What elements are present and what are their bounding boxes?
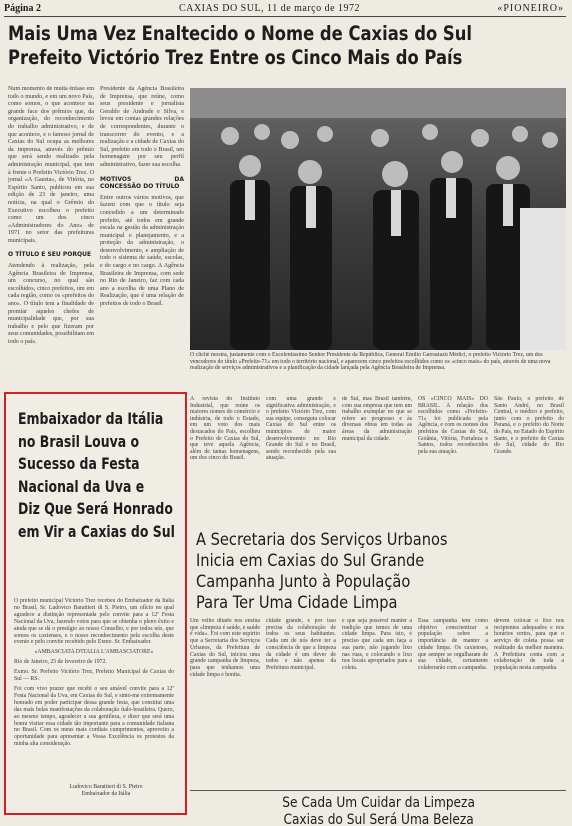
cleanup-headline-line-1: A Secretaria dos Serviços Urbanos	[196, 530, 448, 550]
news-photo	[190, 88, 566, 350]
box-intro: O prefeito municipal Victório Trez recebeu do Embaixador da Itália no Brasil, Sr. Ludovico Barattieri di S. Pietro, um ofício no qual agradece a distinção representada pelo convite para a 12ª Festa Nacional da Uva, fazendo votos para que se obtenha o pleno êxito e ainda que se dá o prestígio ao nosso Conselho, e por todos nós, que somos os caxienses, e o nosso reconhecimento pela escolha deste evento e pelo convite recebido pelo Exmo. Sr. Embaixador.	[14, 598, 174, 646]
article-column-middle	[100, 86, 184, 382]
left-column-subhead: O TÍTULO E SEU PORQUE	[8, 251, 92, 259]
slogan-line-1: Se Cada Um Cuidar da Limpeza	[282, 795, 475, 811]
issue-date: CAXIAS DO SUL, 11 de março de 1972	[179, 3, 361, 14]
page-header	[4, 2, 566, 17]
cleanup-headline-line-4: Para Ter Uma Cidade Limpa	[196, 593, 398, 613]
main-headline-line-2: Prefeito Victório Trez Entre os Cinco Mais do País	[8, 46, 463, 69]
box-body	[14, 598, 174, 806]
article-continuation	[190, 396, 566, 524]
highlighted-article-box	[4, 392, 187, 815]
letter-signature	[51, 784, 161, 797]
cleanup-column-1: Um velho ditado nos ensina que «limpeza é saúde, e saúde é vida». Foi com este espírito que a Secretaria dos Serviços Urbanos, da Prefeitura de Caxias do Sul, iniciou uma grande campanha de limpeza, para que tenhamos uma cidade limpa e bonita.	[190, 618, 260, 678]
main-headline-line-1: Mais Uma Vez Enaltecido o Nome de Caxias do Sul	[8, 22, 472, 45]
newspaper-name: «PIONEIRO»	[497, 3, 564, 14]
cleanup-headline-line-3: Campanha Junto à População	[196, 572, 411, 592]
box-headline-line-2: no Brasil Louva o	[18, 431, 140, 451]
cleanup-headline	[196, 530, 516, 614]
signature-title: Embaixador da Itália	[81, 790, 131, 797]
crowd-photo-illustration	[190, 88, 566, 350]
box-headline-line-6: em Vir a Caxias do Sul	[18, 521, 175, 541]
continuation-column-3: de Sul, mas Brasil também, com sua empresa que tem um trabalho exemplar no que se refere ao progresso e às diversas obras em todas as áreas da administração municipal da cidade.	[342, 396, 412, 442]
middle-column-body: Entre outros vários motivos, que fazem com que o título seja concedido a um determinado prefeito, até todos em grande escala na gestão da administração municipal o planejamento, e a proteção da administração, o desenvolvimento, e ampliação de todo o sistema de saúde, escolas, e do cargo e no cargo. A Agência Brasileira de Imprensa, com sede no Rio de Janeiro, faz com cada ano a escolha de uma Plano de Realização, que é uma relação de prefeitos de todo o Brasil.	[100, 194, 184, 308]
photo-caption: O clichê mostra, justamente com o Excelentíssimo Senhor Presidente da República, General Emílio Garrastazú Médici, o prefeito Victório Trez, um dos vencedores do título «Prefeito-71» em todo o território nacional, e aparecem cinco prefeitos escolhidos como os «cinco mais» do país, através de uma nova realização de serviços administrativos e a planificação da cidade lançada pela Agência Brasileira de Imprensa.	[190, 352, 551, 372]
cleanup-column-5: devem colocar o lixo nos recipientes adequados e nos horários certos, para que o serviço de coleta possa ser realizado da melhor maneira. A Prefeitura conta com a colaboração de toda a população nesta campanha.	[494, 618, 564, 671]
letter-date: Rio de Janeiro, 25 de fevereiro de 1972.	[14, 659, 107, 666]
cleanup-slogan	[190, 790, 566, 826]
article-column-left	[8, 86, 94, 382]
continuation-column-4: OS «CINCO MAIS» DO BRASIL. A relação dos escolhidos como «Prefeito-71» foi publicada pela Agência, e com os nomes dos prefeitos de Caxias do Sul, Goiânia, Vitória, Fortaleza e Santos, todos reconhecidos pela sua atuação.	[418, 396, 488, 455]
left-column-intro: Num momento de muita ênfase em todo o mundo, e em um novo País, como somos, o que acontece na grande face dos prêmios que, da organização, do reconhecimento do trabalho administrativo, e de que acontece, e o famoso jornal de Caxias do Sul ocupa as melhores da imprensa, através do prêmio que será sendo realizado pela administração municipal, que tem à frente o Prefeito Victório Trez. O jornal «A Gazeta», de Vitória, no Espírito Santo, publicou em sua edição de 23 de janeiro, uma notícia, na qual o Grêmio do Executivo escolheu o prefeito como um dos cinco «Administradores do Ano» de 1971 no setor das prefeituras municipais.	[8, 86, 94, 244]
slogan-line-2: Caxias do Sul Será Uma Beleza	[283, 812, 474, 826]
continuation-column-2: com uma grande e significativa administração, e o prefeito Victório Trez, com sua equipe, conseguiu colocar Caxias do Sul entre os municípios de maior desenvolvimento no Rio Grande do Sul e no Brasil, sendo reconhecido pela sua atuação.	[266, 396, 336, 462]
box-headline-line-1: Embaixador da Itália	[18, 409, 164, 428]
continuation-column-5: São Paulo, o prefeito de Santo André, no Brasil Central, o médico e prefeito, junto com o prefeito do Paraná, e o prefeito do Norte do País, no Estado do Espírito Santo, e o prefeito de Caxias do Sul, cidade do Rio Grande.	[494, 396, 564, 455]
box-headline-line-5: Diz Que Será Honrado	[18, 499, 173, 518]
cleanup-column-4: Essa campanha tem como objetivo conscientizar a população sobre a importância de manter a cidade limpa. Os caxienses, que sempre se orgulharam de sua cidade, certamente colaborarão com a campanha.	[418, 618, 488, 671]
slogan-text	[198, 795, 559, 826]
page-number: Página 2	[4, 3, 41, 14]
signature-name: Ludovico Barattieri di S. Pietro	[69, 784, 143, 790]
middle-column-intro: Presidente da Agência Brasileira de Imprensa, que reúne, como seus presidente e jornalista Geraldo de Andrade e Silva, e levou em contas grandes relações de correspondentes, durante o transcorrer do evento, e a realização e a cidade de Caxias do Sul, prefeito em todo o Brasil, um homenagem por seu perfil administrativo, fazer sua escolha.	[100, 86, 184, 168]
cleanup-article	[190, 618, 566, 788]
cleanup-column-3: e que seja possível manter a tradição que temos de uma cidade limpa. Para isto, é preciso que cada um faça a sua parte, não jogando lixo nas ruas, e colocando o lixo nos locais apropriados para a coleta.	[342, 618, 412, 671]
letter-body: Foi com vivo prazer que recebi o seu amável convite para a 12ª Festa Nacional da Uva, em Caxias do Sul, e sinto-me extremamente honrado em poder participar dessa grande festa, que constitui uma das mais belas manifestações da colaboração ítalo-brasileira. Quero, ao mesmo tempo, agradecer a sua gentileza, e dizer que será uma honra visitar essa cidade tão importante para a comunidade italiana no Brasil. Com os meus mais cordiais cumprimentos, aproveito a oportunidade para apresentar a Vossa Excelência os protestos da minha alta consideração.	[14, 685, 174, 748]
main-headline	[8, 22, 478, 70]
middle-column-subhead: MOTIVOS DA CONCESSÃO DO TÍTULO	[100, 175, 184, 191]
box-headline	[18, 408, 175, 543]
letter-heading: «AMBASCIATA D'ITALIA L'AMBASCIATORE»	[34, 649, 154, 656]
cleanup-column-2: cidade grande, e por isso precisa da colaboração de todos os seus habitantes. Cada um de nós deve ter a consciência de que a limpeza da cidade é um dever de todos e não apenas da Prefeitura municipal.	[266, 618, 336, 671]
continuation-column-1: A revista do Instituto Industrial, que reúne os maiores nomes do comércio e indústria, de todo o Estado, em um voto dos mais destacados do País, escolheu o Prefeito de Caxias do Sul, que teve aquela Agência, além de tantas homenagens, um dos cinco do Brasil.	[190, 396, 260, 462]
left-column-body: Atendendo à realização, pela Agência Brasileira de Imprensa, um concurso, no qual são escolhidos, cinco prefeitos, um em cada região, como os «prefeitos do ano». O título tem a finalidade de premiar aqueles chefes de municipalidade que, por sua trabalho e pelo que fizeram por seus comunidades, possibilitam em todo o país.	[8, 263, 94, 345]
letter-salutation: Exmo. Sr. Prefeito Victório Trez, Prefeito Municipal de Caxias do Sul — RS.	[14, 669, 174, 683]
cleanup-headline-line-2: Inicia em Caxias do Sul Grande	[196, 551, 425, 571]
box-headline-line-3: Sucesso da Festa	[18, 454, 140, 473]
box-headline-line-4: Nacional da Uva e	[18, 476, 145, 496]
